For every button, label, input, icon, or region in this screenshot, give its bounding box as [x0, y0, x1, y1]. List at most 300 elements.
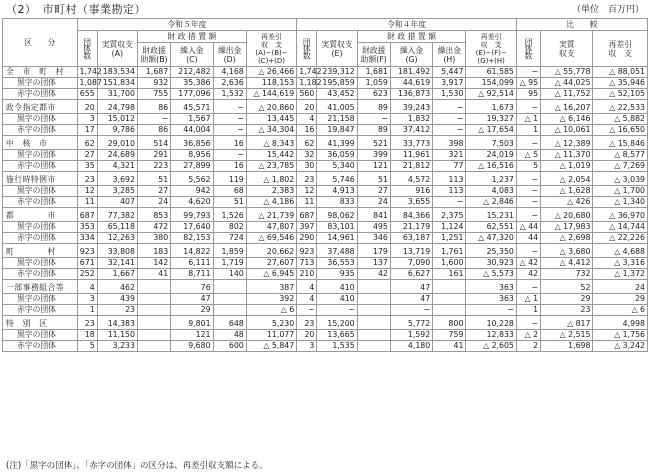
- table-cell: 1,698: [541, 341, 593, 352]
- row-label: 赤字の団体: [3, 197, 78, 208]
- header-zaisei-hoten-r4: 財政援 助額(F): [357, 43, 390, 67]
- table-cell: 27: [137, 186, 170, 197]
- table-cell: −: [466, 305, 516, 316]
- table-cell: 11: [297, 197, 317, 208]
- table-cell: [213, 280, 246, 294]
- table-cell: △ 23,785: [246, 161, 296, 172]
- table-cell: −: [433, 125, 466, 136]
- table-cell: 4,620: [171, 197, 213, 208]
- table-cell: △ 1,372: [593, 269, 648, 280]
- table-cell: 4: [77, 280, 97, 294]
- table-cell: 29,010: [97, 136, 137, 150]
- table-cell: 14,383: [97, 316, 137, 330]
- table-row-group: [3, 316, 648, 330]
- table-cell: △ 14,744: [593, 222, 648, 233]
- table-cell: △ 11,752: [541, 89, 593, 100]
- table-cell: 47: [171, 294, 213, 305]
- table-cell: 47: [390, 294, 432, 305]
- table-cell: △ 20,860: [246, 100, 296, 114]
- table-cell: 648: [213, 316, 246, 330]
- header-r4: 令和４年度: [297, 19, 517, 31]
- table-row: [3, 233, 648, 244]
- table-cell: △ 2,515: [541, 330, 593, 341]
- table-cell: △ 1: [516, 294, 540, 305]
- table-cell: 11: [77, 197, 97, 208]
- table-cell: 23: [77, 316, 97, 330]
- table-cell: △ 6,146: [541, 114, 593, 125]
- table-row: [3, 294, 648, 305]
- table-cell: 20,662: [246, 244, 296, 258]
- table-cell: △ 8,343: [246, 136, 296, 150]
- table-cell: △ 3,316: [593, 258, 648, 269]
- table-cell: 560: [297, 89, 317, 100]
- footnote: (注)「黒字の団体」、「赤字の団体」の区分は、再差引収支額による。: [6, 461, 268, 471]
- table-cell: 724: [213, 233, 246, 244]
- table-cell: 853: [137, 208, 170, 222]
- table-cell: △ 5,882: [593, 114, 648, 125]
- table-cell: [137, 280, 170, 294]
- table-cell: 18: [77, 330, 97, 341]
- table-cell: 6,111: [171, 258, 213, 269]
- table-row: [3, 161, 648, 172]
- table-row: [3, 222, 648, 233]
- table-cell: 8,711: [171, 269, 213, 280]
- table-row: [3, 114, 648, 125]
- table-cell: 5,447: [433, 67, 466, 78]
- unit-label: （単位 百万円）: [571, 5, 644, 15]
- table-cell: 76: [171, 280, 213, 294]
- table-cell: −: [516, 186, 540, 197]
- table-cell: 1,667: [97, 269, 137, 280]
- table-cell: 916: [390, 186, 432, 197]
- table-cell: △ 16,516: [466, 161, 516, 172]
- table-cell: 12: [77, 186, 97, 197]
- table-cell: −: [516, 244, 540, 258]
- table-cell: 119: [213, 172, 246, 186]
- row-label: 町 村: [3, 244, 78, 258]
- table-cell: △ 4,688: [593, 244, 648, 258]
- table-cell: 5: [77, 341, 97, 352]
- table-cell: 5,230: [246, 316, 296, 330]
- table-cell: 113: [433, 172, 466, 186]
- table-cell: 62: [297, 136, 317, 150]
- table-cell: △ 35,946: [593, 78, 648, 89]
- table-cell: △ 15,846: [593, 136, 648, 150]
- row-label: 都 市: [3, 208, 78, 222]
- table-cell: 45,571: [171, 100, 213, 114]
- table-cell: 9,786: [97, 125, 137, 136]
- table-cell: 9,801: [171, 316, 213, 330]
- table-cell: [433, 280, 466, 294]
- table-cell: △ 12,389: [541, 136, 593, 150]
- table-row: [3, 330, 648, 341]
- table-cell: 363: [466, 294, 516, 305]
- table-cell: △ 16,650: [593, 125, 648, 136]
- table-cell: 334: [77, 233, 97, 244]
- table-cell: 321: [433, 150, 466, 161]
- table-cell: [213, 294, 246, 305]
- table-row: [3, 150, 648, 161]
- table-cell: 21,812: [390, 161, 432, 172]
- table-cell: [137, 330, 170, 341]
- table-cell: 16: [213, 161, 246, 172]
- header-zaisei-hoten-r5: 財政援 助額(B): [137, 43, 170, 67]
- table-cell: △ 426: [541, 197, 593, 208]
- table-cell: △ 52,105: [593, 89, 648, 100]
- table-cell: 387: [246, 280, 296, 294]
- table-cell: −: [516, 67, 540, 78]
- row-label: 政令指定都市: [3, 100, 78, 114]
- table-cell: 151,834: [97, 78, 137, 89]
- table-cell: −: [357, 114, 390, 125]
- table-cell: 9,680: [171, 341, 213, 352]
- table-cell: 29: [593, 294, 648, 305]
- table-cell: −: [516, 197, 540, 208]
- table-cell: [357, 316, 390, 330]
- table-cell: △ 3,039: [593, 172, 648, 186]
- table-cell: 27: [77, 150, 97, 161]
- table-cell: 11,961: [390, 150, 432, 161]
- table-cell: 24,019: [466, 150, 516, 161]
- table-cell: 23: [97, 305, 137, 316]
- table-cell: 37,412: [390, 125, 432, 136]
- table-cell: △ 92,514: [466, 89, 516, 100]
- table-cell: △ 4,412: [541, 258, 593, 269]
- table-cell: △ 8,577: [593, 150, 648, 161]
- table-cell: −: [516, 172, 540, 186]
- table-cell: 439: [97, 294, 137, 305]
- row-label: 赤字の団体: [3, 305, 78, 316]
- table-row-group: [3, 208, 648, 222]
- table-cell: 942: [171, 186, 213, 197]
- header-kubun: 区 分: [3, 19, 78, 67]
- table-cell: △ 144,619: [246, 89, 296, 100]
- table-cell: 21,179: [390, 222, 432, 233]
- table-cell: 24: [357, 197, 390, 208]
- table-row: [3, 341, 648, 352]
- table-cell: 4: [297, 294, 317, 305]
- table-cell: 4,998: [593, 316, 648, 330]
- table-cell: 47: [390, 280, 432, 294]
- table-cell: 51: [357, 172, 390, 186]
- table-cell: 1,832: [390, 114, 432, 125]
- table-cell: 36,059: [317, 150, 357, 161]
- table-cell: 15,012: [97, 114, 137, 125]
- table-cell: △ 1,756: [593, 330, 648, 341]
- table-cell: 68: [213, 186, 246, 197]
- table-cell: △ 5,847: [246, 341, 296, 352]
- table-cell: 1,530: [433, 89, 466, 100]
- table-cell: △ 1,802: [246, 172, 296, 186]
- table-cell: 3: [77, 114, 97, 125]
- table-cell: 6,627: [390, 269, 432, 280]
- table-cell: △ 26,466: [246, 67, 296, 78]
- table-cell: 1,532: [213, 89, 246, 100]
- table-cell: 1,535: [317, 341, 357, 352]
- table-cell: 3,917: [433, 78, 466, 89]
- table-cell: 1,237: [466, 172, 516, 186]
- table-cell: 41,399: [317, 136, 357, 150]
- table-cell: △ 95: [516, 78, 540, 89]
- table-cell: 15,200: [317, 316, 357, 330]
- table-cell: 1,124: [433, 222, 466, 233]
- row-label: 赤字の団体: [3, 269, 78, 280]
- table-cell: 62,551: [466, 222, 516, 233]
- table-cell: 1,859: [213, 244, 246, 258]
- table-cell: 12,263: [97, 233, 137, 244]
- table-cell: −: [213, 125, 246, 136]
- row-label: 赤字の団体: [3, 161, 78, 172]
- table-cell: −: [516, 280, 540, 294]
- table-cell: 1,719: [213, 258, 246, 269]
- table-cell: 932: [137, 78, 170, 89]
- table-cell: 10,228: [466, 316, 516, 330]
- table-cell: 23: [77, 172, 97, 186]
- table-row-group: [3, 100, 648, 114]
- table-cell: 44: [516, 233, 540, 244]
- table-cell: 84,366: [390, 208, 432, 222]
- table-cell: 1: [77, 305, 97, 316]
- table-cell: [357, 330, 390, 341]
- table-cell: △ 17,983: [541, 222, 593, 233]
- table-cell: 291: [137, 150, 170, 161]
- table-cell: △ 1,628: [541, 186, 593, 197]
- table-cell: 841: [357, 208, 390, 222]
- table-cell: 1,526: [213, 208, 246, 222]
- table-cell: 11,077: [246, 330, 296, 341]
- table-row: [3, 125, 648, 136]
- table-cell: [137, 316, 170, 330]
- table-cell: 833: [317, 197, 357, 208]
- table-cell: △ 4,186: [246, 197, 296, 208]
- table-cell: △ 21,739: [246, 208, 296, 222]
- table-cell: 3,285: [97, 186, 137, 197]
- table-cell: −: [433, 197, 466, 208]
- table-cell: 32,141: [97, 258, 137, 269]
- table-cell: 65,118: [97, 222, 137, 233]
- table-row: [3, 186, 648, 197]
- table-cell: 12: [297, 186, 317, 197]
- row-label: 黒字の団体: [3, 114, 78, 125]
- table-cell: 121: [171, 330, 213, 341]
- table-cell: 687: [77, 208, 97, 222]
- table-cell: 16: [297, 125, 317, 136]
- header-jisshitsu-r4: 実質収支 (E): [317, 31, 357, 67]
- table-cell: △ 11,370: [541, 150, 593, 161]
- table-cell: △ 44: [516, 222, 540, 233]
- row-label: 施行時特例市: [3, 172, 78, 186]
- table-cell: △ 55,778: [541, 67, 593, 78]
- table-cell: 23: [297, 316, 317, 330]
- header-dantai-hikaku: 団体数: [516, 31, 540, 67]
- table-cell: 47,807: [246, 222, 296, 233]
- header-kuridashi-r5: 繰出金 (D): [213, 43, 246, 67]
- table-cell: [357, 305, 390, 316]
- table-cell: 755: [137, 89, 170, 100]
- table-cell: 239,312: [317, 67, 357, 78]
- table-cell: 4,913: [317, 186, 357, 197]
- table-cell: 380: [137, 233, 170, 244]
- table-cell: △ 1,700: [593, 186, 648, 197]
- table-cell: [357, 294, 390, 305]
- row-label: 中 核 市: [3, 136, 78, 150]
- table-cell: 399: [357, 150, 390, 161]
- table-cell: 13,665: [317, 330, 357, 341]
- row-label: 赤字の団体: [3, 89, 78, 100]
- table-cell: 44,004: [171, 125, 213, 136]
- table-cell: 732: [541, 269, 593, 280]
- table-cell: 89: [357, 100, 390, 114]
- table-cell: △ 16,207: [541, 100, 593, 114]
- row-label: 黒字の団体: [3, 258, 78, 269]
- table-cell: △ 1,340: [593, 197, 648, 208]
- table-cell: △ 10,061: [541, 125, 593, 136]
- table-cell: 1,087: [77, 78, 97, 89]
- table-cell: 2,383: [246, 186, 296, 197]
- table-cell: 13,719: [390, 244, 432, 258]
- table-cell: 161: [433, 269, 466, 280]
- table-cell: 923: [297, 244, 317, 258]
- table-cell: 5,746: [317, 172, 357, 186]
- table-cell: 42: [357, 269, 390, 280]
- table-cell: △ 3,680: [541, 244, 593, 258]
- table-cell: 15,231: [466, 208, 516, 222]
- table-cell: 142: [137, 258, 170, 269]
- table-row-group: [3, 280, 648, 294]
- table-cell: −: [317, 305, 357, 316]
- table-cell: 1,600: [433, 258, 466, 269]
- table-cell: 98,062: [317, 208, 357, 222]
- table-cell: 63,187: [390, 233, 432, 244]
- table-cell: 713: [297, 258, 317, 269]
- table-cell: 14,961: [317, 233, 357, 244]
- table-cell: 19,327: [466, 114, 516, 125]
- table-cell: [213, 305, 246, 316]
- table-cell: 181,492: [390, 67, 432, 78]
- table-cell: △ 22,533: [593, 100, 648, 114]
- table-cell: 2,636: [213, 78, 246, 89]
- table-cell: 4: [297, 114, 317, 125]
- table-cell: 29: [171, 305, 213, 316]
- table-cell: 20: [297, 330, 317, 341]
- table-cell: 521: [357, 136, 390, 150]
- table-cell: 1,687: [137, 67, 170, 78]
- table-cell: 17,640: [171, 222, 213, 233]
- table-cell: −: [516, 136, 540, 150]
- table-cell: △ 42: [516, 258, 540, 269]
- table-cell: 83,101: [317, 222, 357, 233]
- table-cell: 4,180: [390, 341, 432, 352]
- table-cell: △ 2,698: [541, 233, 593, 244]
- table-cell: 223: [137, 161, 170, 172]
- table-cell: △ 2: [516, 330, 540, 341]
- table-cell: 398: [433, 136, 466, 150]
- table-cell: △ 20,680: [541, 208, 593, 222]
- table-cell: −: [213, 150, 246, 161]
- table-cell: 62: [77, 136, 97, 150]
- table-cell: [357, 280, 390, 294]
- table-cell: △ 6,945: [246, 269, 296, 280]
- table-cell: 392: [246, 294, 296, 305]
- header-zaisei-r4: 財 政 措 置 額: [357, 31, 466, 43]
- row-label: 特 別 区: [3, 316, 78, 330]
- table-row: [3, 305, 648, 316]
- table-cell: △ 22,226: [593, 233, 648, 244]
- table-cell: 179: [357, 244, 390, 258]
- table-cell: 5: [516, 161, 540, 172]
- table-cell: △ 69,546: [246, 233, 296, 244]
- table-cell: 5,340: [317, 161, 357, 172]
- table-cell: 2,375: [433, 208, 466, 222]
- table-cell: 89: [357, 125, 390, 136]
- table-cell: 23: [541, 305, 593, 316]
- table-cell: 8,956: [171, 150, 213, 161]
- header-jisshitsu-r5: 実質収支 (A): [97, 31, 137, 67]
- table-cell: 687: [297, 208, 317, 222]
- table-cell: 397: [297, 222, 317, 233]
- row-label: 黒字の団体: [3, 222, 78, 233]
- table-cell: 14,822: [171, 244, 213, 258]
- table-cell: 99,793: [171, 208, 213, 222]
- table-cell: −: [516, 316, 540, 330]
- table-cell: 3,233: [97, 341, 137, 352]
- table-cell: −: [297, 305, 317, 316]
- table-cell: △ 1: [516, 114, 540, 125]
- table-cell: 7,503: [466, 136, 516, 150]
- table-cell: 39,243: [390, 100, 432, 114]
- table-cell: −: [137, 114, 170, 125]
- table-cell: 1,761: [433, 244, 466, 258]
- table-cell: 140: [213, 269, 246, 280]
- table-cell: 183,534: [97, 67, 137, 78]
- table-row: [3, 78, 648, 89]
- table-cell: 32: [297, 150, 317, 161]
- table-cell: 935: [317, 269, 357, 280]
- table-cell: −: [390, 305, 432, 316]
- table-cell: △ 34,304: [246, 125, 296, 136]
- table-cell: △ 6: [593, 305, 648, 316]
- table-cell: 51: [213, 197, 246, 208]
- table-cell: 1,673: [466, 100, 516, 114]
- table-cell: 7,090: [390, 258, 432, 269]
- table-cell: 41: [137, 269, 170, 280]
- table-row: [3, 89, 648, 100]
- table-cell: 1,182: [297, 78, 317, 89]
- table-cell: [137, 341, 170, 352]
- table-cell: 44,619: [390, 78, 432, 89]
- header-hikaku-saisa: 再差引 収 支: [593, 31, 648, 67]
- table-cell: 3: [77, 294, 97, 305]
- finance-table: [2, 18, 648, 352]
- table-cell: △ 6: [246, 305, 296, 316]
- table-cell: 1,251: [433, 233, 466, 244]
- table-cell: 514: [137, 136, 170, 150]
- table-cell: 11,150: [97, 330, 137, 341]
- table-cell: 43,452: [317, 89, 357, 100]
- table-cell: 27,899: [171, 161, 213, 172]
- table-cell: 41,005: [317, 100, 357, 114]
- table-row: [3, 258, 648, 269]
- table-cell: 35: [77, 161, 97, 172]
- table-cell: △ 817: [541, 316, 593, 330]
- row-label: 全 市 町 村: [3, 67, 78, 78]
- table-cell: 24: [593, 280, 648, 294]
- table-cell: 16: [213, 136, 246, 150]
- table-cell: △ 3,242: [593, 341, 648, 352]
- header-dantai-r5: 団体数: [77, 31, 97, 67]
- table-cell: 183: [137, 244, 170, 258]
- table-cell: 95: [516, 89, 540, 100]
